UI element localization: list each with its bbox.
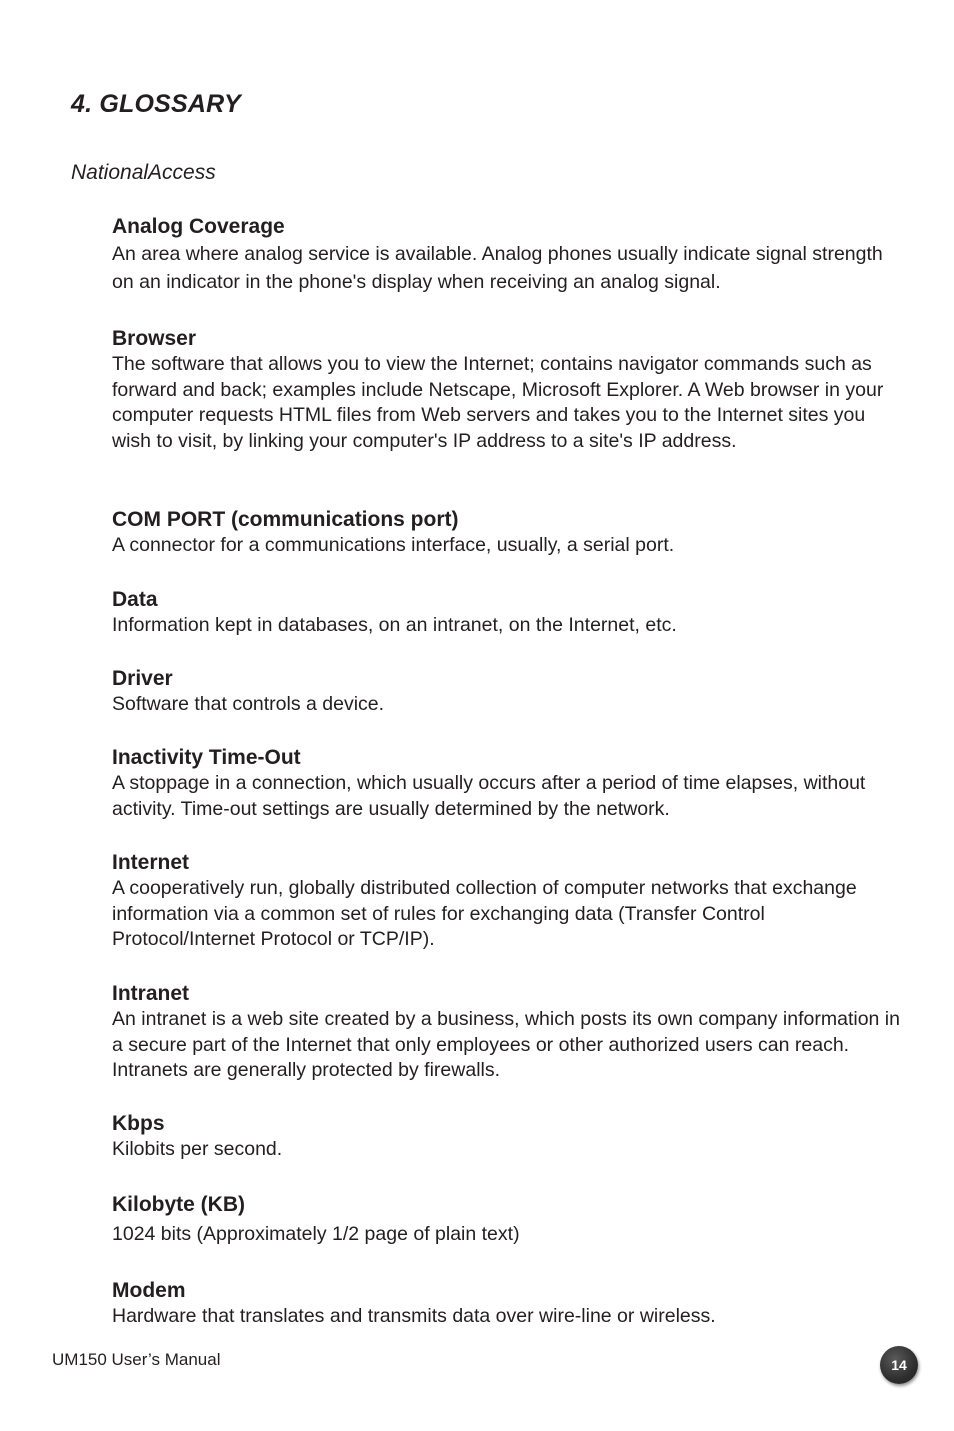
glossary-term: Modem xyxy=(112,1279,186,1302)
glossary-term: Analog Coverage xyxy=(112,215,285,238)
glossary-definition: Information kept in databases, on an intranet, on the Internet, etc. xyxy=(112,614,677,636)
glossary-entry-com-port xyxy=(112,507,902,559)
glossary-entry-inactivity-time-out xyxy=(112,745,902,822)
page-number-badge: 14 xyxy=(880,1346,918,1384)
glossary-entry-kilobyte xyxy=(112,1192,902,1248)
glossary-term: Kbps xyxy=(112,1112,165,1135)
glossary-definition: The software that allows you to view the Internet; contains navigator commands such as forward and back; examples include Netscape, Microsoft Explorer. A Web browser in your computer requests HTML files from Web servers and takes you to the Internet sites you wish to visit, by linking your computer's IP address to a site's IP address. xyxy=(112,353,884,452)
glossary-definition: A cooperatively run, globally distributed collection of computer networks that exchange information via a common set of rules for exchanging data (Transfer Control Protocol/Internet Protocol or TCP/IP). xyxy=(112,877,857,951)
glossary-term: Data xyxy=(112,588,158,611)
glossary-definition: An area where analog service is available. Analog phones usually indicate signal strength on an indicator in the phone's display when receiving an analog signal. xyxy=(112,243,883,293)
glossary-entry-analog-coverage xyxy=(112,214,902,296)
glossary-entry-browser xyxy=(112,326,902,454)
glossary-entry-intranet xyxy=(112,981,902,1084)
section-title: 4. GLOSSARY xyxy=(71,90,241,118)
glossary-entry-kbps xyxy=(112,1111,902,1163)
glossary-term: Internet xyxy=(112,851,190,874)
glossary-definition: 1024 bits (Approximately 1/2 page of plain text) xyxy=(112,1223,520,1245)
glossary-definition: Hardware that translates and transmits data over wire-line or wireless. xyxy=(112,1305,716,1327)
glossary-entry-internet xyxy=(112,850,902,953)
glossary-entry-modem xyxy=(112,1278,902,1330)
glossary-entry-driver xyxy=(112,666,902,718)
glossary-term: Kilobyte (KB) xyxy=(112,1193,245,1216)
glossary-term: COM PORT (communications port) xyxy=(112,508,459,531)
glossary-entry-data xyxy=(112,587,902,639)
footer-manual-name: UM150 User’s Manual xyxy=(52,1350,221,1369)
glossary-term: Intranet xyxy=(112,982,190,1005)
glossary-term: Inactivity Time-Out xyxy=(112,746,301,769)
glossary-definition: A stoppage in a connection, which usually occurs after a period of time elapses, without activity. Time-out settings are usually determined by the network. xyxy=(112,772,866,820)
glossary-definition: Software that controls a device. xyxy=(112,693,385,715)
glossary-definition: A connector for a communications interface, usually, a serial port. xyxy=(112,534,675,556)
glossary-definition: Kilobits per second. xyxy=(112,1138,283,1160)
glossary-definition: An intranet is a web site created by a business, which posts its own company information in a secure part of the Internet that only employees or other authorized users can reach. Intranets are generally protected by firewalls. xyxy=(112,1008,900,1082)
glossary-term: Driver xyxy=(112,667,173,690)
glossary-term: Browser xyxy=(112,327,197,350)
subsection-heading: NationalAccess xyxy=(71,161,216,184)
